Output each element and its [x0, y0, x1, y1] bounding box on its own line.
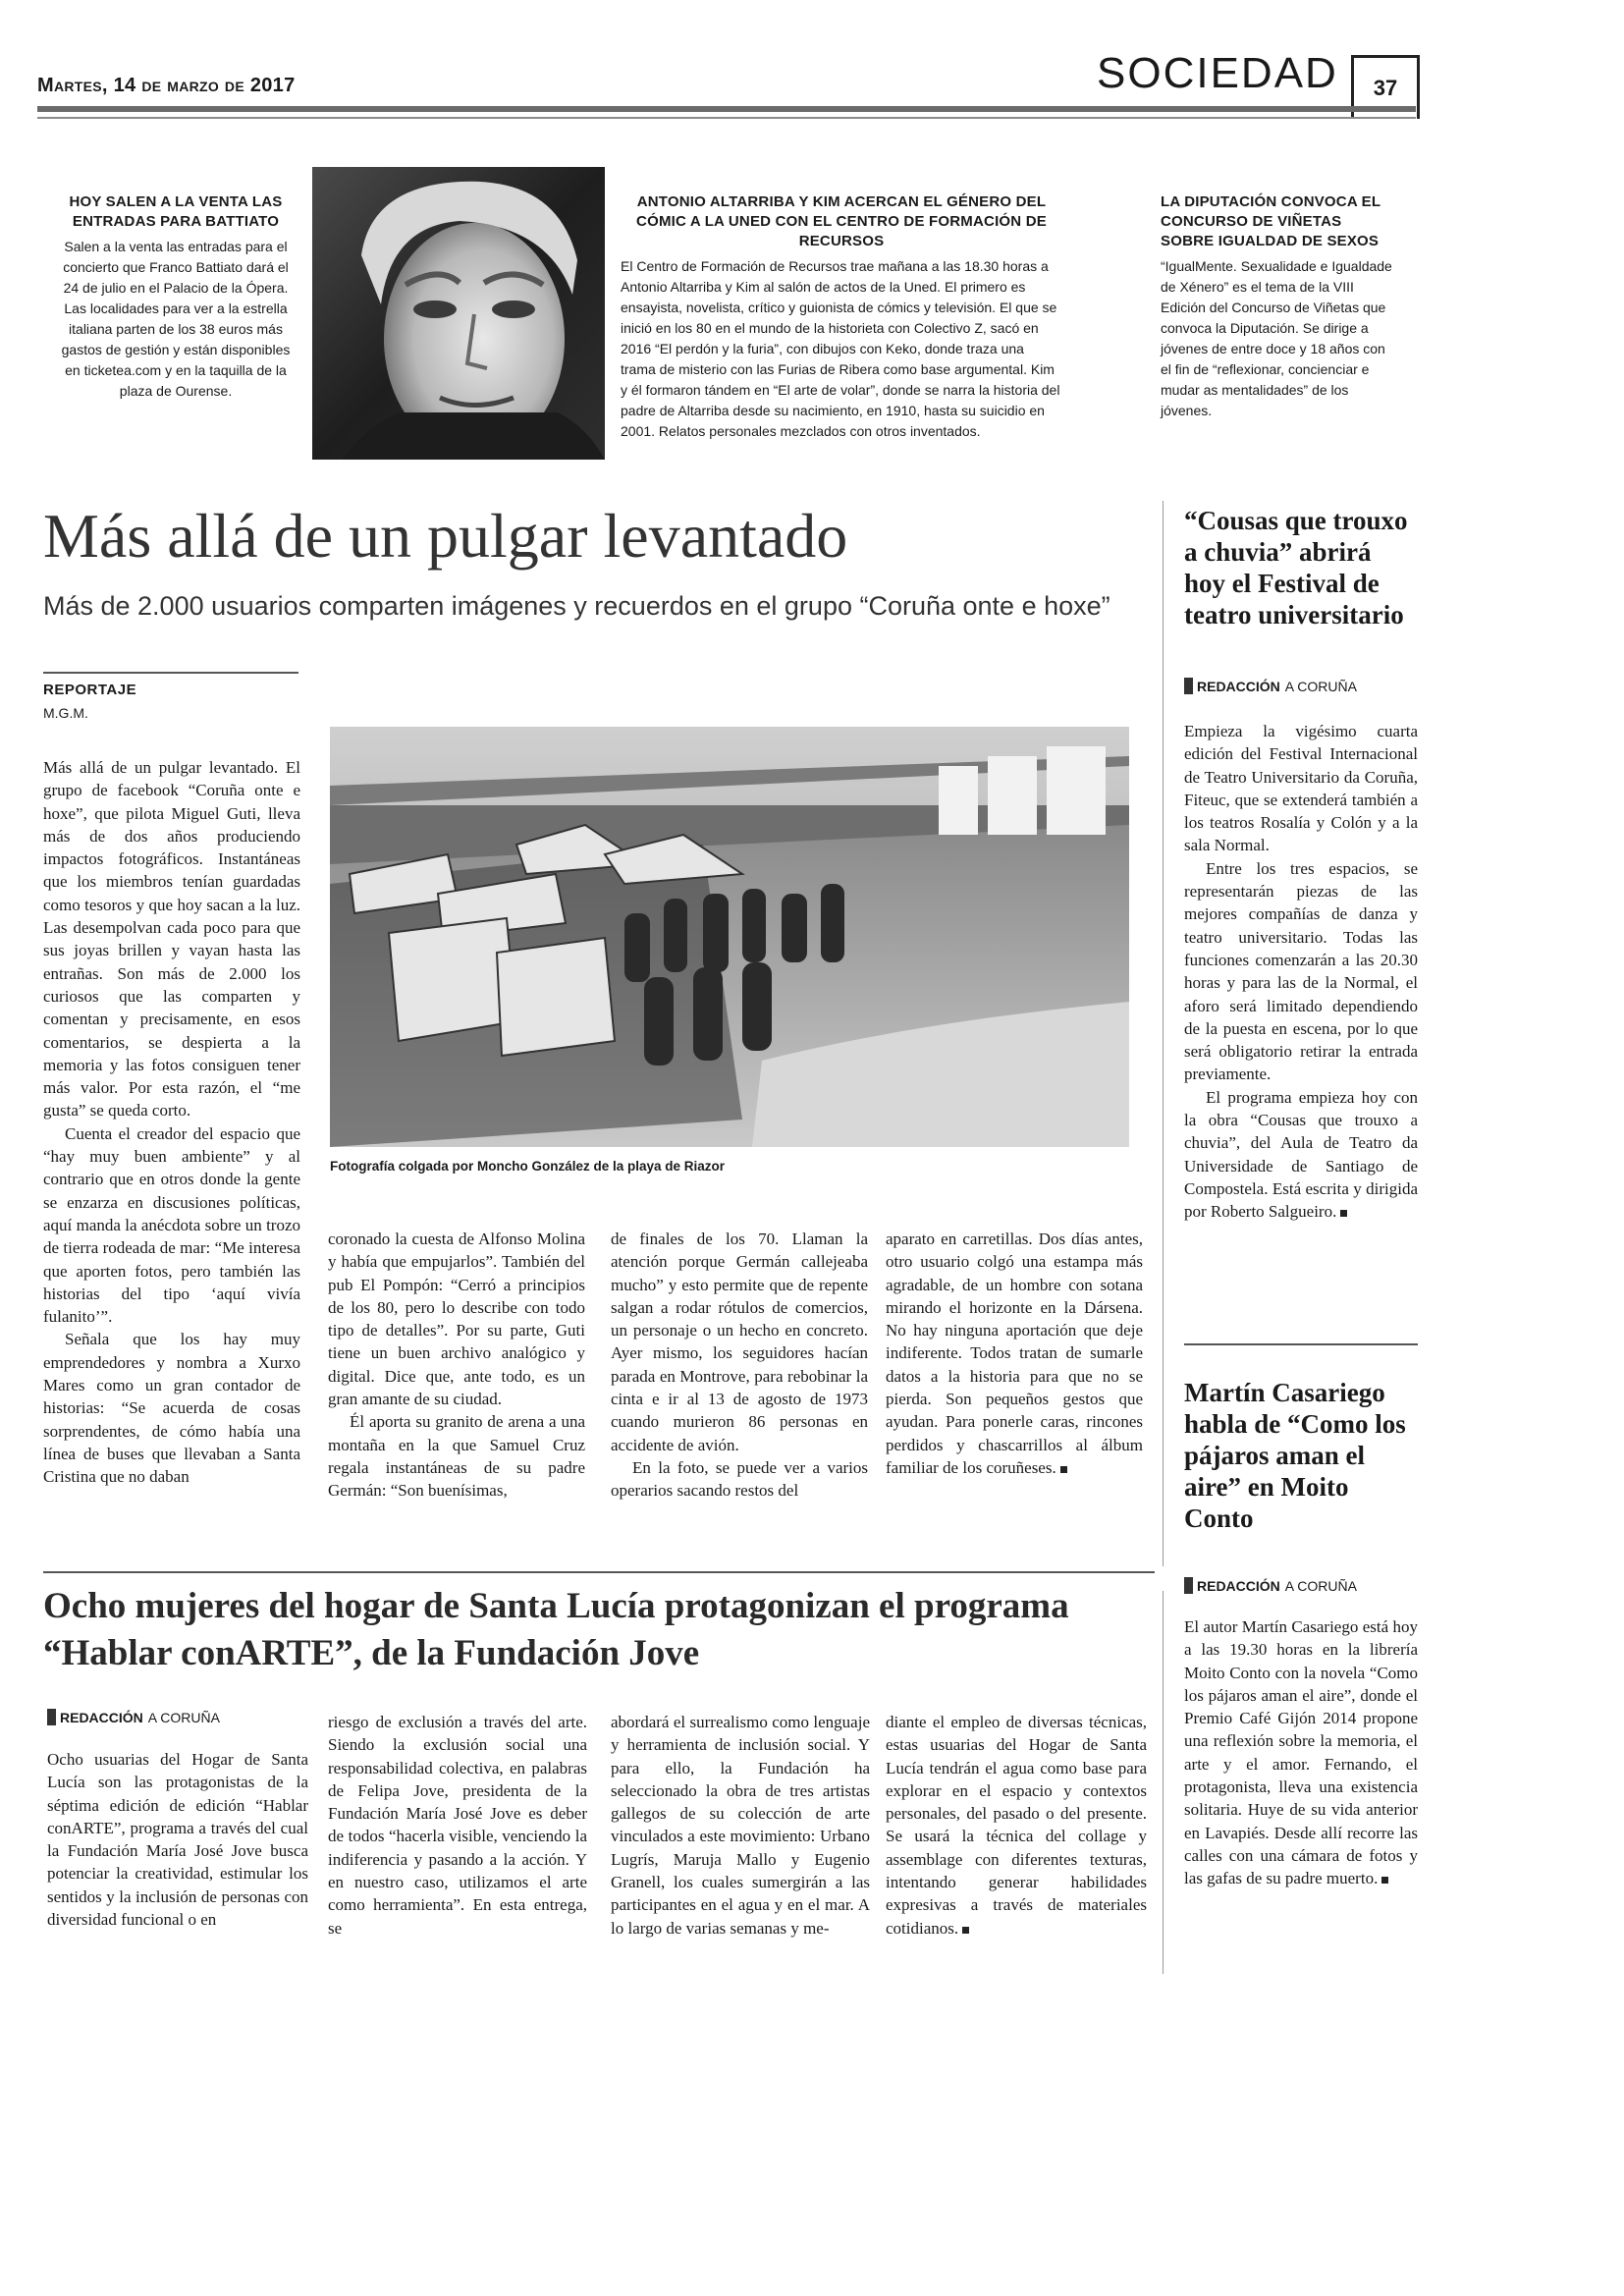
- header-date: Martes, 14 de marzo de 2017: [37, 75, 296, 96]
- brief-battiato: [57, 192, 295, 402]
- riazor-beach-photo: [330, 727, 1129, 1147]
- paragraph: coronado la cuesta de Alfonso Molina y había que empujarlos”. También del pub El Pompón: “Cerró a principios de los 80, pero lo describe con todo tipo de detalles”. Por su parte, Guti tiene un buen archivo analógico y digital. Dice que, ante todo, es un gran amante de su ciudad.: [328, 1230, 585, 1409]
- paragraph-text: El autor Martín Casariego está hoy a las 19.30 horas en la librería Moito Conto con la novela “Como los pájaros aman el aire”, donde el Premio Café Gijón 2014 propone una reflexión sobre la memoria, el arte y el amor. Fernando, el protagonista, lleva una existencia solitaria. Huye de su vida anterior en Lavapiés. Desde allí recorre las calles con una cámara de fotos y las gafas de su padre muerto.: [1184, 1617, 1418, 1888]
- byline-author: REDACCIÓN: [60, 1709, 143, 1725]
- byline-place: A CORUÑA: [1284, 1577, 1357, 1594]
- byline-author: REDACCIÓN: [1197, 1577, 1280, 1594]
- brief-body: Salen a la venta las entradas para el concierto que Franco Battiato dará el 24 de julio en el Palacio de la Ópera. Las localidades para ver a la estrella italiana parten de los 38 euros más gastos de gestión y están disponibles en ticketea.com y en la taquilla de la plaza de Ourense.: [61, 239, 291, 399]
- brief-altarriba: [621, 192, 1062, 442]
- bottom-article-column-2: riesgo de exclusión a través del arte. Siendo la exclusión social una responsabilidad colectiva, en palabras de Felipa Jove, presidenta de la Fundación María José Jove es deber de todos “hacerla visible, venciendo la indiferencia y pasando a la acción. Y en nuestro caso, utilizamos el arte como herramienta”. En esta entrega, se: [328, 1713, 587, 1938]
- article-kicker: REPORTAJE: [43, 682, 137, 698]
- sidebar-headline: “Cousas que trouxo a chuvia” abrirá hoy el Festival de teatro universitario: [1184, 506, 1408, 629]
- column-rule: [1163, 1591, 1164, 1974]
- battiato-portrait-image: [312, 167, 605, 460]
- byline-bar-icon: [1184, 678, 1193, 694]
- photo-caption: Fotografía colgada por Moncho González de la playa de Riazor: [330, 1159, 726, 1174]
- brief-body: “IgualMente. Sexualidade e Igualdade de Xénero” es el tema de la VIII Edición del Concurso de Viñetas que convoca la Diputación. Se dirige a jóvenes de entre doce y 18 años con el fin de “reflexionar, concienciar e mudar as mentalidades” de los jóvenes.: [1161, 258, 1392, 418]
- main-article-column-4: [886, 1228, 1143, 1479]
- main-article-column-3: [611, 1228, 868, 1503]
- paragraph: de finales de los 70. Llaman la atención porque Germán callejeaba mucho” y esto permite que de repente salgan a rodar rótulos de comercios, un personaje o un hecho en concreto. Ayer mismo, los seguidores hacían parada en Montrove, para rebobinar la cinta e ir al 13 de agosto de 1973 cuando murieron 86 personas en accidente de avión.: [611, 1230, 868, 1454]
- brief-vinetas: [1161, 192, 1398, 421]
- column-rule: [1163, 501, 1164, 1566]
- main-article-column-2: [328, 1228, 585, 1503]
- byline-author: REDACCIÓN: [1197, 678, 1280, 694]
- page-number: 37: [1373, 76, 1398, 100]
- paragraph: Más allá de un pulgar levantado. El grupo de facebook “Coruña onte e hoxe”, que pilota Miguel Guti, lleva más de dos años produciendo impactos fotográficos. Instantáneas que los miembros tenían guardadas como tesoros y que hoy sacan a la luz. Las desempolvan cada poco para que sus joyas brillen y vayan hasta las entrañas. Son más de 2.000 los curiosos que las comparten y comentan y precisamente, en esos comentarios, se despierta a la memoria y las fotos consiguen tener más valor. Por esta razón, el “me gusta” se queda corto.: [43, 758, 300, 1121]
- paragraph: Entre los tres espacios, se representarán piezas de las mejores compañías de danza y teatro universitario. Todas las funciones comenzarán a las 20.30 horas y para las de la Normal, el aforo será limitado dependiendo de la puesta en escena, por lo que será obligatorio retirar la entrada previamente.: [1184, 858, 1418, 1084]
- byline-bar-icon: [47, 1709, 56, 1725]
- brief-headline: ANTONIO ALTARRIBA Y KIM ACERCAN EL GÉNERO DEL CÓMIC A LA UNED CON EL CENTRO DE FORMACIÓN DE RECURSOS: [636, 193, 1047, 249]
- bottom-headline: Ocho mujeres del hogar de Santa Lucía protagonizan el programa “Hablar conARTE”, de la Fundación Jove: [43, 1586, 1069, 1673]
- paragraph: Señala que los hay muy emprendedores y nombra a Xurxo Mares como un gran contador de historias: “Se acuerda de cosas sorprendentes, de cómo había una línea de buses que llevaban a Santa Cristina que no daban: [43, 1330, 300, 1487]
- paragraph: Cuenta el creador del espacio que “hay muy buen ambiente” y al contrario que en otros donde la gente se enzarza en discusiones políticas, aquí manda la anécdota sobre un trozo de tierra rodeada de mar: “Me interesa que aporten fotos, pero también las historias del tipo ‘aquí vivía fulanito’”.: [43, 1123, 300, 1327]
- article-author: M.G.M.: [43, 705, 88, 721]
- kicker-rule: [43, 672, 298, 674]
- end-mark-icon: [1060, 1466, 1067, 1473]
- paragraph-text: El programa empieza hoy con la obra “Cousas que trouxo a chuvia”, del Aula de Teatro da Universidade de Santiago de Compostela. Está escrita y dirigida por Roberto Salgueiro.: [1184, 1087, 1418, 1222]
- bottom-article-column-1: Ocho usuarias del Hogar de Santa Lucía son las protagonistas de la séptima edición de edición “Hablar conARTE”, programa a través del cual la Fundación María José Jove busca potenciar la creatividad, estimular los sentidos y la inclusión de personas con diversidad funcional o en: [47, 1750, 308, 1930]
- paragraph-text: diante el empleo de diversas técnicas, estas usuarias del Hogar de Santa Lucía tendrán el agua como base para explorar en el espacio y contextos personales, del pasado o del presente. Se usará la técnica del collage y assemblage con diferentes texturas, intentando generar habilidades expresivas a través de materiales cotidianos.: [886, 1713, 1147, 1938]
- sidebar-body: [1184, 1615, 1418, 1890]
- bottom-rule: [43, 1571, 1155, 1573]
- paragraph: En la foto, se puede ver a varios operarios sacando restos del: [611, 1457, 868, 1501]
- byline: [47, 1709, 220, 1725]
- main-article-column-1: [43, 756, 300, 1489]
- section-title: SOCIEDAD: [1097, 49, 1338, 97]
- paragraph: [886, 1228, 1143, 1479]
- byline-place: A CORUÑA: [1284, 678, 1357, 694]
- byline-bar-icon: [1184, 1577, 1193, 1594]
- end-mark-icon: [962, 1927, 969, 1934]
- header-rule-thin: [37, 117, 1416, 119]
- paragraph: [1184, 1086, 1418, 1224]
- brief-body: El Centro de Formación de Recursos trae mañana a las 18.30 horas a Antonio Altarriba y Kim al salón de actos de la Uned. El primero es ensayista, novelista, crítico y guionista de cómics y televisión. El que se inició en los 80 en el mundo de la historieta con Colectivo Z, sacó en 2016 “El perdón y la furia”, con dibujos con Keko, donde traza una trama de misterio con las Furias de Ribera como base argumental. Kim y él formaron tándem en “El arte de volar”, donde se narra la historia del padre de Altarriba desde su nacimiento, en 1910, hasta su suicidio en 2001. Relatos personales mezclados con otros inventados.: [621, 258, 1060, 439]
- byline: [1184, 1577, 1418, 1594]
- paragraph: Él aporta su granito de arena a una montaña en la que Samuel Cruz regala instantáneas de su padre Germán: “Son buenísimas,: [328, 1412, 585, 1501]
- sidebar-story-casariego: [1184, 1377, 1418, 1890]
- bottom-article-column-3: abordará el surrealismo como lenguaje y herramienta de inclusión social. Y para ello, la Fundación ha seleccionado la obra de tres artistas gallegos de su colección de arte vinculados a este movimiento: Urbano Lugrís, Maruja Mallo y Eugenio Granell, los cuales sumergirán a las participantes en el agua y en el mar. A lo largo de varias semanas y me-: [611, 1713, 870, 1938]
- sidebar-headline: Martín Casariego habla de “Como los pájaros aman el aire” en Moito Conto: [1184, 1378, 1406, 1533]
- paragraph-text: aparato en carretillas. Dos días antes, otro usuario colgó una estampa más agradable, de un hombre con sotana mirando el horizonte en la Dársena. No hay ninguna aportación que deje indiferente. Todos tratan de sumarle datos a la historia para que no se pierda. Son pequeños gestos que ayudan. Para ponerle caras, rincones perdidos y chascarrillos al álbum familiar de los coruñeses.: [886, 1230, 1143, 1477]
- end-mark-icon: [1381, 1877, 1388, 1884]
- byline-place: A CORUÑA: [147, 1709, 220, 1725]
- sidebar-body: [1184, 720, 1418, 1224]
- header-rule: [37, 106, 1416, 112]
- main-headline: Más allá de un pulgar levantado: [43, 501, 848, 571]
- sidebar-story-theatre: [1184, 505, 1418, 1224]
- sidebar-rule: [1184, 1343, 1418, 1345]
- byline: [1184, 678, 1418, 694]
- paragraph: [1184, 1615, 1418, 1890]
- main-subheadline: Más de 2.000 usuarios comparten imágenes y recuerdos en el grupo “Coruña onte e hoxe”: [43, 591, 1110, 621]
- brief-headline: HOY SALEN A LA VENTA LAS ENTRADAS PARA BATTIATO: [69, 193, 283, 230]
- paragraph: Empieza la vigésimo cuarta edición del Festival Internacional de Teatro Universitario da Coruña, Fiteuc, que se extenderá también a los teatros Rosalía y Colón y a la sala Normal.: [1184, 722, 1418, 855]
- end-mark-icon: [1340, 1210, 1347, 1217]
- bottom-article-column-4: [886, 1711, 1147, 1940]
- brief-headline: LA DIPUTACIÓN CONVOCA EL CONCURSO DE VIÑETAS SOBRE IGUALDAD DE SEXOS: [1161, 193, 1380, 249]
